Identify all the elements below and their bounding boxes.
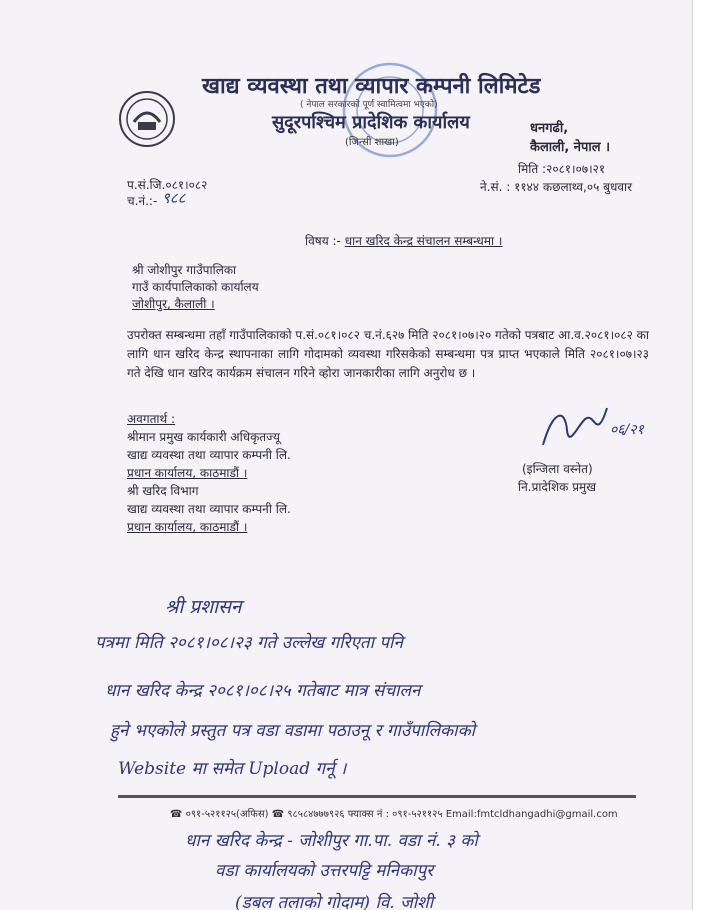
ownership-note: ( नेपाल सरकारको पूर्ण स्वामित्वमा भएको) [300, 100, 438, 110]
cc-line5: खाद्य व्यवस्था तथा व्यापार कम्पनी लि. [127, 502, 291, 516]
handwritten-line6: धान खरिद केन्द्र - जोशीपुर गा.पा. वडा नं. ३ को [185, 831, 478, 851]
signatory-name: (इन्जिला वस्नेत) [522, 462, 593, 476]
recipient-line2: गाउँ कार्यपालिकाको कार्यालय [132, 280, 259, 294]
cc-line1: श्रीमान प्रमुख कार्यकारी अधिकृतज्यू [127, 430, 280, 444]
branch-name: (जिन्सी शाखा) [345, 137, 399, 148]
signature-mark-icon [535, 400, 615, 460]
handwritten-line5: Website मा समेत Upload गर्नू । [118, 759, 347, 779]
chalani-label: च.नं.:- [127, 194, 158, 208]
company-name: खाद्य व्यवस्था तथा व्यापार कम्पनी लिमिटेड [202, 74, 541, 99]
address-line1: धनगढी, [530, 121, 569, 136]
letter-date: मिति :२०८१।०७।२१ [518, 162, 606, 176]
recipient-line3: जोशीपुर, कैलाली । [132, 297, 215, 311]
company-logo-icon [118, 90, 176, 148]
subject-text: धान खरिद केन्द्र संचालन सम्बन्धमा । [344, 234, 503, 248]
chalani-number: ९८८ [162, 189, 186, 207]
signature-date: ०६/२१ [610, 422, 644, 438]
cc-line3: प्रधान कार्यालय, काठमाडौं । [127, 466, 248, 480]
subject-label: विषय :- [305, 234, 341, 248]
handwritten-line2: पत्रमा मिति २०८१।०८।२३ गते उल्लेख गरिएता पनि [95, 633, 403, 653]
cc-label: अवगतार्थ : [127, 412, 176, 426]
handwritten-line1: श्री प्रशासन [165, 596, 242, 618]
address-line2: कैलाली, नेपाल । [530, 140, 611, 155]
signatory-title: नि.प्रादेशिक प्रमुख [518, 480, 597, 494]
recipient-line1: श्री जोशीपुर गाउँपालिका [132, 263, 237, 277]
handwritten-line3: धान खरिद केन्द्र २०८१।०८।२५ गतेबाट मात्र संचालन [105, 681, 421, 701]
letter-number: प.सं.जि.०८१।०८२ [127, 178, 208, 192]
subject-line [305, 232, 502, 249]
cc-line2: खाद्य व्यवस्था तथा व्यापार कम्पनी लि. [127, 448, 291, 462]
cc-line4: श्री खरिद विभाग [127, 484, 199, 498]
footer-contact: ☎ ०९१-५२११२५(अफिस) ☎ ९८५८४७७७९२६ फ्याक्स नं : ०९१-५२११२५ Email:fmtcldhangadhi@gmail.com [170, 809, 618, 820]
letter-body: उपरोक्त सम्बन्धमा तहाँ गाउँपालिकाको प.सं.०८१।०८२ च.नं.६२७ मिति २०८१।०७।२० गतेको पत्रबाट आ.व.२०८१।०८२ का लागि धान खरिद केन्द्र स्थापनाका लागि गोदामको व्यवस्था गरिसकेको सम्बन्धमा पत्र प्राप्त भएकाले मिति २०८१।०७।२३ गते देखि धान खरिद कार्यक्रम संचालन गरिने व्होरा जानकारीका लागि अनुरोध छ । [127, 328, 649, 380]
nepal-sambat-date: ने.सं. : ११४४ कछलाथ्व,०५ बुधवार [480, 180, 633, 194]
handwritten-line7: वडा कार्यालयको उत्तरपट्टि मनिकापुर [215, 861, 434, 881]
cc-line6: प्रधान कार्यालय, काठमाडौं । [127, 520, 248, 534]
handwritten-line8: (डबल तलाको गोदाम) वि. जोशी [235, 893, 434, 910]
handwritten-line4: हुने भएकोले प्रस्तुत पत्र वडा वडामा पठाउनू र गाउँपालिकाको [110, 721, 476, 741]
footer-rule [118, 795, 636, 798]
office-name: सुदूरपश्चिम प्रादेशिक कार्यालय [272, 112, 470, 133]
